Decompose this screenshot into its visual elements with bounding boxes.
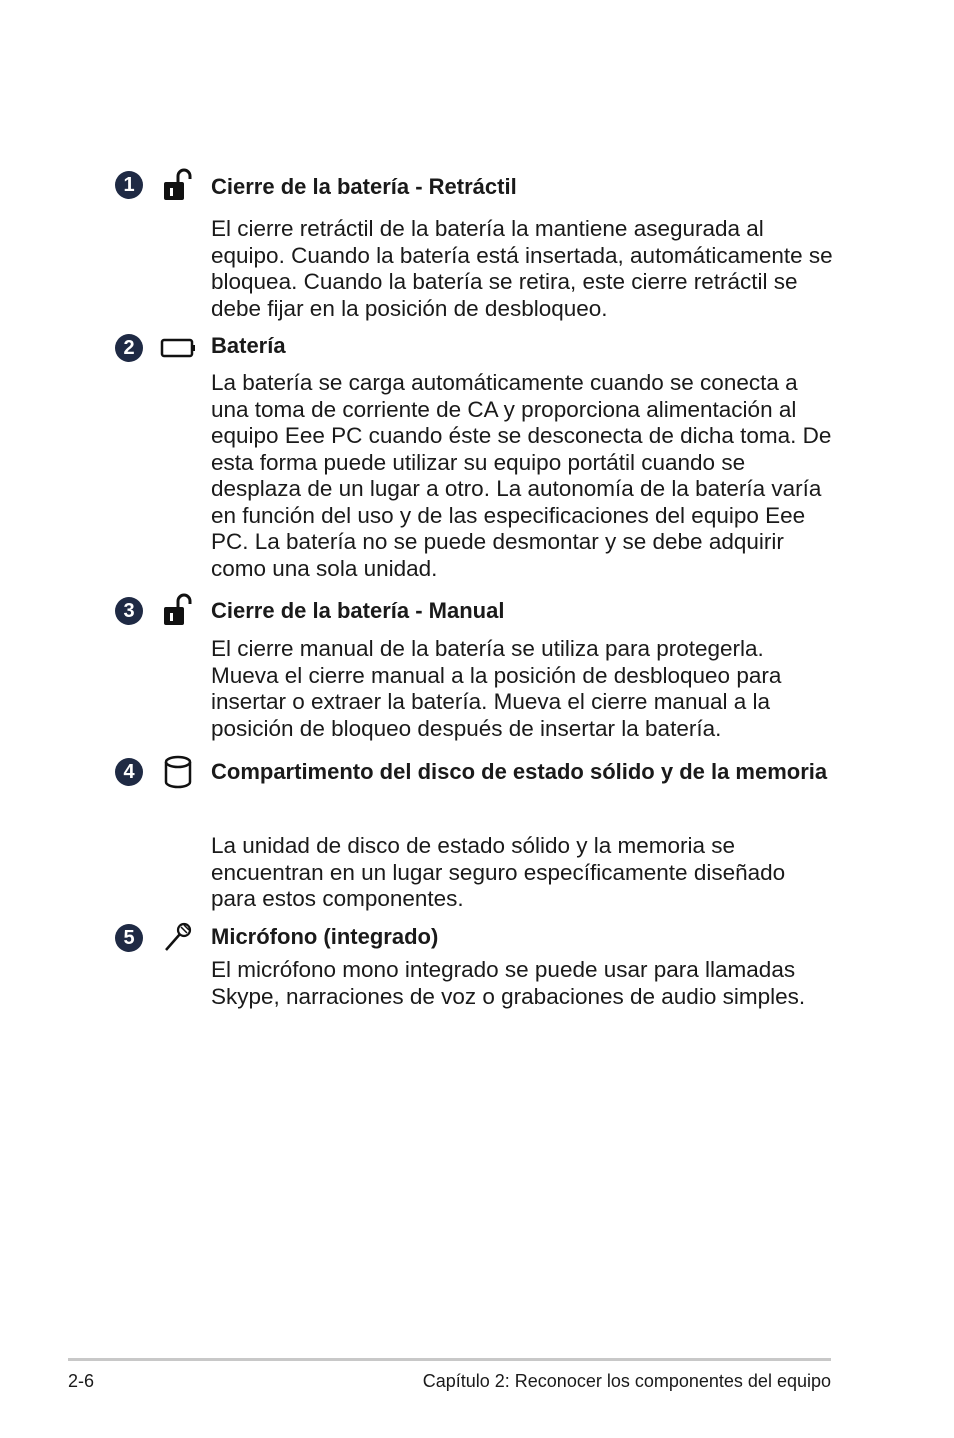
item-description: El micrófono mono integrado se puede usar para llamadas Skype, narraciones de voz o grabaciones de audio simples. [211, 957, 806, 1009]
number-badge: 2 [115, 334, 143, 362]
unlocked-padlock-icon [160, 168, 196, 204]
item-description: La unidad de disco de estado sólido y la memoria se encuentran en un lugar seguro específicamente diseñado para estos componentes. [211, 833, 786, 911]
item-title: Micrófono (integrado) [211, 924, 439, 949]
item-title: Batería [211, 333, 286, 358]
item-description: La batería se carga automáticamente cuando se conecta a una toma de corriente de CA y proporciona alimentación al equipo Eee PC cuando éste se desconecta de dicha toma. De esta forma puede utilizar su equipo portátil cuando se desplaza de un lugar a otro. La autonomía de la batería varía en función del uso y de las especificaciones del equipo Eee PC. La batería no se puede desmontar y se debe adquirir como una sola unidad. [211, 370, 832, 581]
item-description: El cierre retráctil de la batería la mantiene asegurada al equipo. Cuando la batería está insertada, automáticamente se bloquea. Cuando la batería se retira, este cierre retráctil se debe fijar en la posición de desbloqueo. [211, 216, 833, 321]
item-title: Compartimento del disco de estado sólido y de la memoria [211, 759, 828, 784]
page-number: 2-6 [68, 1371, 95, 1391]
number-badge: 5 [115, 924, 143, 952]
item-title: Cierre de la batería - Retráctil [211, 174, 517, 199]
battery-icon [160, 330, 196, 366]
chapter-title: Capítulo 2: Reconocer los componentes del equipo [422, 1371, 831, 1391]
footer-divider [68, 1358, 831, 1361]
number-badge: 3 [115, 597, 143, 625]
unlocked-padlock-icon [160, 593, 196, 629]
item-title: Cierre de la batería - Manual [211, 598, 505, 623]
storage-cylinder-icon [160, 754, 196, 790]
number-badge: 1 [115, 171, 143, 199]
item-description: El cierre manual de la batería se utiliza para protegerla. Mueva el cierre manual a la posición de desbloqueo para insertar o extraer la batería. Mueva el cierre manual a la posición de bloqueo después de insertar la batería. [211, 636, 782, 741]
number-badge: 4 [115, 758, 143, 786]
microphone-icon [160, 920, 196, 956]
